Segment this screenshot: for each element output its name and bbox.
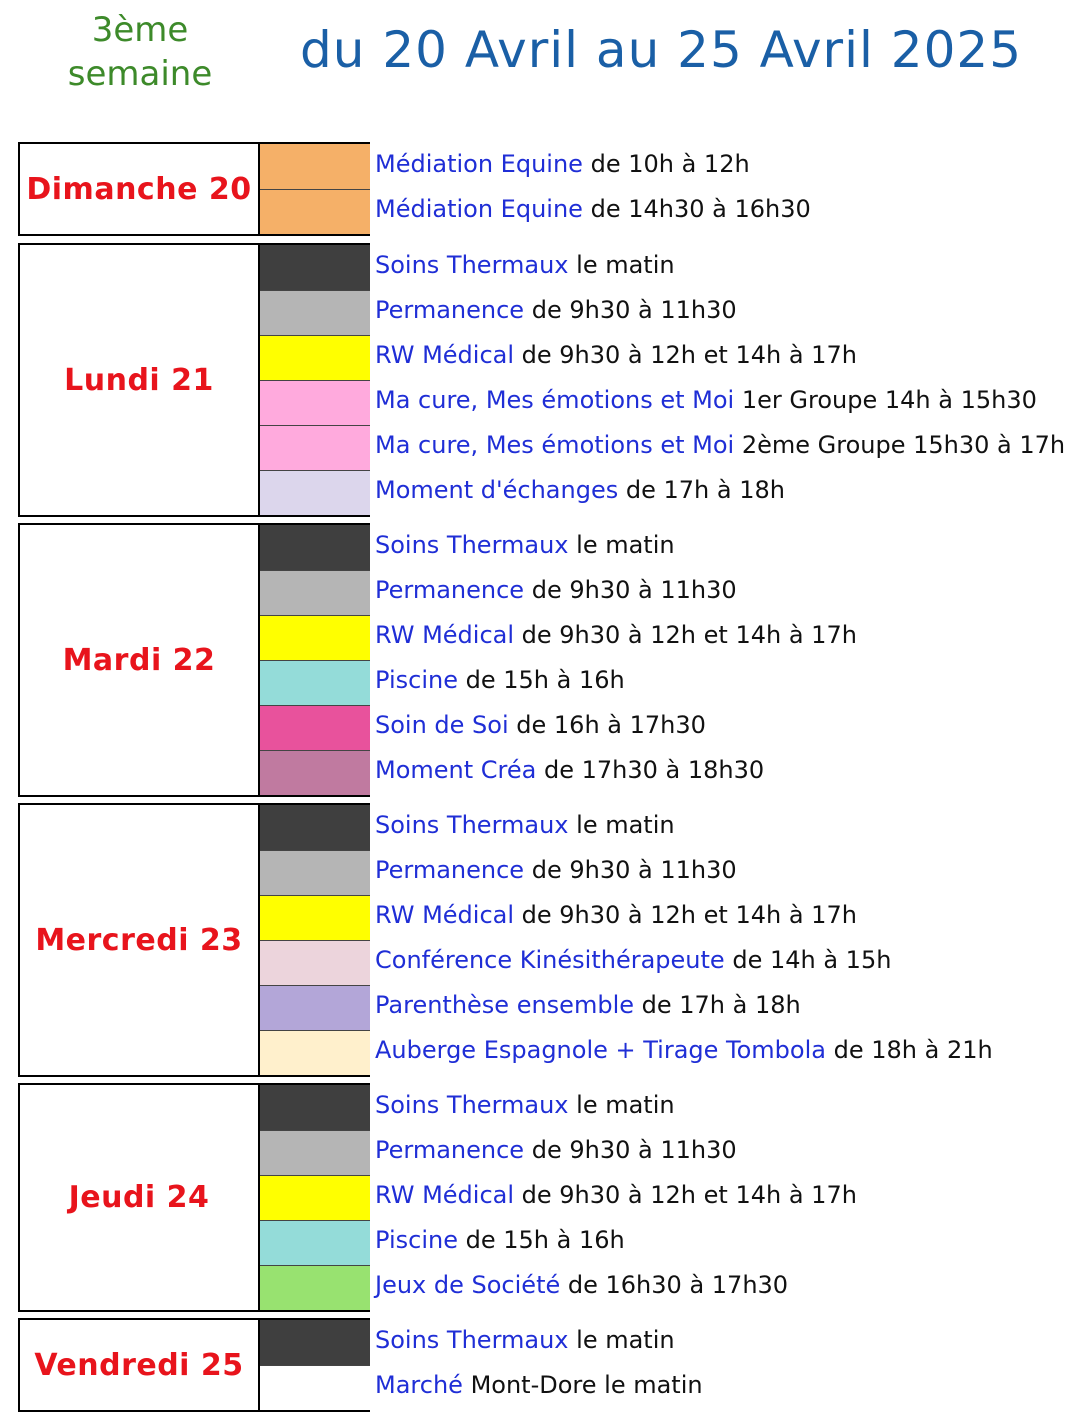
day-label: Vendredi 25 <box>20 1320 260 1410</box>
event-name: Soins Thermaux <box>375 251 569 279</box>
event-row <box>375 703 706 748</box>
event-row <box>375 288 737 333</box>
event-time: le matin <box>576 531 675 559</box>
day-label: Mercredi 23 <box>20 805 260 1075</box>
event-name: RW Médical <box>375 1181 515 1209</box>
event-name: Permanence <box>375 576 525 604</box>
color-swatch <box>260 615 370 660</box>
event-time: de 15h à 16h <box>465 666 625 694</box>
event-name: Ma cure, Mes émotions et Moi <box>375 386 735 414</box>
event-name: Soins Thermaux <box>375 531 569 559</box>
event-name: Médiation Equine <box>375 195 583 223</box>
event-time: 1er Groupe 14h à 15h30 <box>741 386 1037 414</box>
color-swatch <box>260 660 370 705</box>
event-name: Marché <box>375 1371 463 1399</box>
color-swatch <box>260 850 370 895</box>
event-time: le matin <box>576 1091 675 1119</box>
color-swatch <box>260 705 370 750</box>
event-row <box>375 1318 675 1363</box>
event-row <box>375 613 857 658</box>
color-swatch <box>260 380 370 425</box>
event-name: RW Médical <box>375 621 515 649</box>
event-row <box>375 378 1037 423</box>
event-name: Jeux de Société <box>375 1271 561 1299</box>
color-swatch <box>260 425 370 470</box>
event-name: Auberge Espagnole + Tirage Tombola <box>375 1036 826 1064</box>
event-row <box>375 803 675 848</box>
event-time: de 9h30 à 11h30 <box>531 1136 737 1164</box>
color-swatch <box>260 144 370 189</box>
event-time: de 17h à 18h <box>625 476 785 504</box>
event-time: de 9h30 à 11h30 <box>531 856 737 884</box>
event-name: Ma cure, Mes émotions et Moi <box>375 431 735 459</box>
event-name: Soins Thermaux <box>375 1326 569 1354</box>
event-row <box>375 1028 993 1073</box>
event-name: Piscine <box>375 666 458 694</box>
day-label: Dimanche 20 <box>20 144 260 234</box>
color-swatch <box>260 940 370 985</box>
color-swatch <box>260 1130 370 1175</box>
event-row <box>375 423 1065 468</box>
event-row <box>375 523 675 568</box>
event-name: Médiation Equine <box>375 150 583 178</box>
event-row <box>375 938 891 983</box>
event-row <box>375 983 801 1028</box>
event-name: RW Médical <box>375 341 515 369</box>
event-time: de 16h à 17h30 <box>516 711 706 739</box>
event-row <box>375 1173 857 1218</box>
color-swatch <box>260 1220 370 1265</box>
page-title: du 20 Avril au 25 Avril 2025 <box>300 21 1023 79</box>
event-row <box>375 468 785 513</box>
event-name: RW Médical <box>375 901 515 929</box>
color-swatch <box>260 985 370 1030</box>
event-time: Mont-Dore le matin <box>470 1371 703 1399</box>
event-time: de 9h30 à 11h30 <box>531 576 737 604</box>
event-time: de 15h à 16h <box>465 1226 625 1254</box>
event-row <box>375 748 764 793</box>
color-swatch <box>260 805 370 850</box>
color-swatch <box>260 895 370 940</box>
day-block <box>18 142 370 236</box>
event-row <box>375 658 625 703</box>
event-name: Permanence <box>375 1136 525 1164</box>
event-time: de 17h30 à 18h30 <box>544 756 765 784</box>
color-swatch <box>260 1175 370 1220</box>
event-row <box>375 333 857 378</box>
event-row <box>375 1128 737 1173</box>
color-swatch <box>260 189 370 234</box>
event-time: le matin <box>576 251 675 279</box>
day-label: Lundi 21 <box>20 245 260 515</box>
day-block <box>18 1083 370 1312</box>
day-label: Mardi 22 <box>20 525 260 795</box>
event-time: de 9h30 à 11h30 <box>531 296 737 324</box>
event-row <box>375 1083 675 1128</box>
event-row <box>375 243 675 288</box>
event-time: le matin <box>576 1326 675 1354</box>
color-swatch <box>260 245 370 290</box>
event-name: Moment Créa <box>375 756 537 784</box>
event-time: de 16h30 à 17h30 <box>567 1271 789 1299</box>
week-label: 3ème semaine <box>67 10 213 94</box>
color-swatch <box>260 1365 370 1410</box>
color-swatch <box>260 290 370 335</box>
event-name: Soin de Soi <box>375 711 509 739</box>
event-time: de 9h30 à 12h et 14h à 17h <box>521 1181 857 1209</box>
color-swatch <box>260 335 370 380</box>
color-swatch <box>260 1085 370 1130</box>
event-row <box>375 1263 788 1308</box>
event-time: de 10h à 12h <box>590 150 750 178</box>
color-swatch <box>260 470 370 515</box>
event-time: 2ème Groupe 15h30 à 17h <box>741 431 1066 459</box>
event-row <box>375 142 750 187</box>
event-row <box>375 568 737 613</box>
event-name: Permanence <box>375 296 525 324</box>
event-time: de 17h à 18h <box>641 991 801 1019</box>
event-time: de 9h30 à 12h et 14h à 17h <box>521 341 857 369</box>
day-block <box>18 803 370 1077</box>
event-name: Piscine <box>375 1226 458 1254</box>
color-swatch <box>260 525 370 570</box>
event-row <box>375 1363 703 1408</box>
event-time: de 18h à 21h <box>833 1036 993 1064</box>
event-name: Soins Thermaux <box>375 1091 569 1119</box>
event-name: Soins Thermaux <box>375 811 569 839</box>
event-name: Conférence Kinésithérapeute <box>375 946 725 974</box>
day-block <box>18 1318 370 1412</box>
event-time: de 14h30 à 16h30 <box>590 195 811 223</box>
event-time: de 9h30 à 12h et 14h à 17h <box>521 901 857 929</box>
event-time: le matin <box>576 811 675 839</box>
day-label: Jeudi 24 <box>20 1085 260 1310</box>
color-swatch <box>260 1265 370 1310</box>
event-row <box>375 187 811 232</box>
event-name: Moment d'échanges <box>375 476 619 504</box>
color-swatch <box>260 1030 370 1075</box>
event-time: de 14h à 15h <box>732 946 892 974</box>
event-row <box>375 848 737 893</box>
day-block <box>18 243 370 517</box>
event-row <box>375 1218 625 1263</box>
event-name: Parenthèse ensemble <box>375 991 634 1019</box>
event-row <box>375 893 857 938</box>
event-name: Permanence <box>375 856 525 884</box>
color-swatch <box>260 750 370 795</box>
day-block <box>18 523 370 797</box>
color-swatch <box>260 570 370 615</box>
event-time: de 9h30 à 12h et 14h à 17h <box>521 621 857 649</box>
color-swatch <box>260 1320 370 1365</box>
